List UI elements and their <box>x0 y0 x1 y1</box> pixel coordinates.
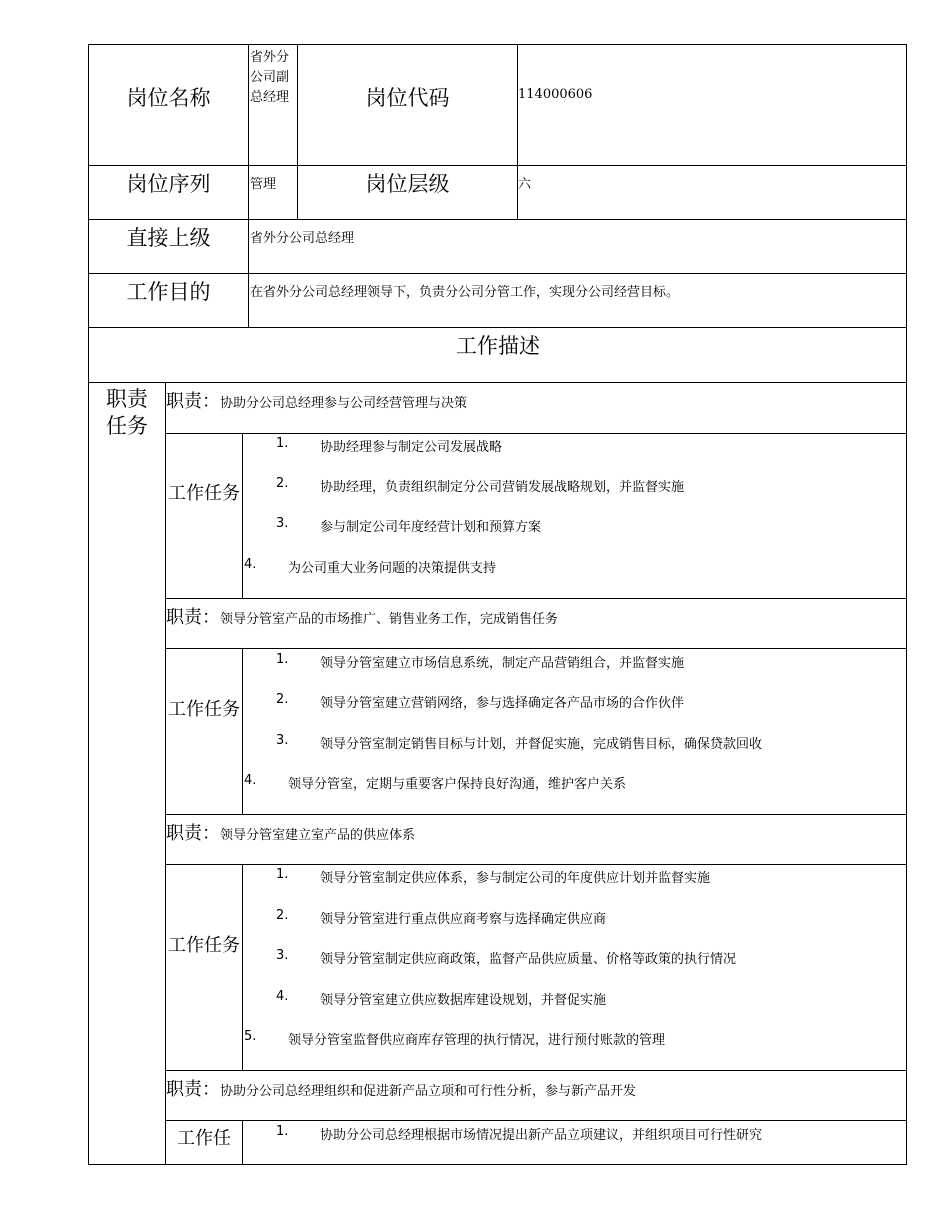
row-divider <box>165 1070 907 1071</box>
col-divider <box>242 648 243 814</box>
duty-prefix: 职责： <box>166 1079 220 1100</box>
purpose-label: 工作目的 <box>126 280 211 304</box>
table-border-left <box>88 44 89 1165</box>
col-divider <box>242 864 243 1070</box>
task-number: 4. <box>244 773 257 788</box>
task-number: 1. <box>276 436 289 451</box>
table-border-right <box>906 44 907 1165</box>
row-divider <box>165 433 907 434</box>
task-number: 1. <box>276 652 289 667</box>
duty-text: 领导分管室建立室产品的供应体系 <box>220 828 416 843</box>
task-item: 领导分管室进行重点供应商考察与选择确定供应商 <box>320 912 607 927</box>
task-item: 领导分管室制定供应体系，参与制定公司的年度供应计划并监督实施 <box>320 871 711 886</box>
level-value: 六 <box>518 177 532 192</box>
row-divider <box>88 327 907 328</box>
task-item: 领导分管室，定期与重要客户保持良好沟通，维护客户关系 <box>288 777 627 792</box>
task-label: 工作任务 <box>168 935 240 956</box>
sequence-label: 岗位序列 <box>126 172 211 196</box>
row-divider <box>88 273 907 274</box>
task-item: 领导分管室制定供应商政策，监督产品供应质量、价格等政策的执行情况 <box>320 952 737 967</box>
row-divider <box>165 864 907 865</box>
position-name-label: 岗位名称 <box>126 86 211 110</box>
task-number: 1. <box>276 867 289 882</box>
task-item: 领导分管室建立市场信息系统，制定产品营销组合，并监督实施 <box>320 656 685 671</box>
duty-row <box>166 603 558 629</box>
row-divider <box>88 382 907 383</box>
row-divider <box>165 814 907 815</box>
section-title: 工作描述 <box>456 334 540 358</box>
duty-text: 协助分公司总经理参与公司经营管理与决策 <box>220 396 468 411</box>
duty-prefix: 职责： <box>166 823 220 844</box>
level-label: 岗位层级 <box>365 172 450 196</box>
task-label: 工作任 <box>177 1128 231 1149</box>
sequence-value: 管理 <box>250 177 277 192</box>
superior-value: 省外分公司总经理 <box>250 231 355 246</box>
purpose-value: 在省外分公司总经理领导下，负责分公司分管工作，实现分公司经营目标。 <box>250 285 680 300</box>
task-item: 领导分管室建立供应数据库建设规划，并督促实施 <box>320 993 607 1008</box>
row-divider <box>165 598 907 599</box>
duty-text: 协助分公司总经理组织和促进新产品立项和可行性分析，参与新产品开发 <box>220 1084 637 1099</box>
task-label: 工作任务 <box>168 699 240 720</box>
task-number: 2. <box>276 908 289 923</box>
duty-row <box>166 819 415 845</box>
duty-row <box>166 1075 636 1101</box>
duty-prefix: 职责： <box>166 391 220 412</box>
duties-label: 职责任务 <box>106 387 148 438</box>
task-item: 为公司重大业务问题的决策提供支持 <box>288 561 497 576</box>
task-item: 领导分管室制定销售目标与计划，并督促实施，完成销售目标，确保贷款回收 <box>320 737 763 752</box>
task-item: 参与制定公司年度经营计划和预算方案 <box>320 520 542 535</box>
task-number: 4. <box>276 989 289 1004</box>
task-number: 2. <box>276 476 289 491</box>
position-name-value: 省外分公司副总经理 <box>250 50 290 105</box>
col-divider <box>242 1120 243 1165</box>
task-label: 工作任务 <box>168 483 240 504</box>
duty-row <box>166 387 467 413</box>
task-number: 4. <box>244 557 257 572</box>
col-divider <box>517 44 518 220</box>
duty-text: 领导分管室产品的市场推广、销售业务工作，完成销售任务 <box>220 612 559 627</box>
task-item: 领导分管室监督供应商库存管理的执行情况，进行预付账款的管理 <box>288 1033 666 1048</box>
task-number: 5. <box>244 1029 257 1044</box>
task-number: 3. <box>276 516 289 531</box>
task-item: 协助经理参与制定公司发展战略 <box>320 440 503 455</box>
duty-prefix: 职责： <box>166 607 220 628</box>
row-divider <box>165 648 907 649</box>
task-number: 1. <box>276 1124 289 1139</box>
table-border-top <box>88 44 907 45</box>
position-code-label: 岗位代码 <box>365 86 450 110</box>
position-code-value: 114000606 <box>518 87 593 102</box>
task-item: 协助经理，负责组织制定分公司营销发展战略规划，并监督实施 <box>320 480 685 495</box>
task-item: 协助分公司总经理根据市场情况提出新产品立项建议，并组织项目可行性研究 <box>320 1128 763 1143</box>
table-border-bottom <box>88 1164 907 1165</box>
col-divider <box>248 44 249 328</box>
task-number: 3. <box>276 948 289 963</box>
task-item: 领导分管室建立营销网络，参与选择确定各产品市场的合作伙伴 <box>320 696 685 711</box>
row-divider <box>88 165 907 166</box>
task-number: 3. <box>276 733 289 748</box>
superior-label: 直接上级 <box>126 226 211 250</box>
row-divider <box>165 1120 907 1121</box>
task-number: 2. <box>276 692 289 707</box>
col-divider <box>242 433 243 598</box>
row-divider <box>88 219 907 220</box>
